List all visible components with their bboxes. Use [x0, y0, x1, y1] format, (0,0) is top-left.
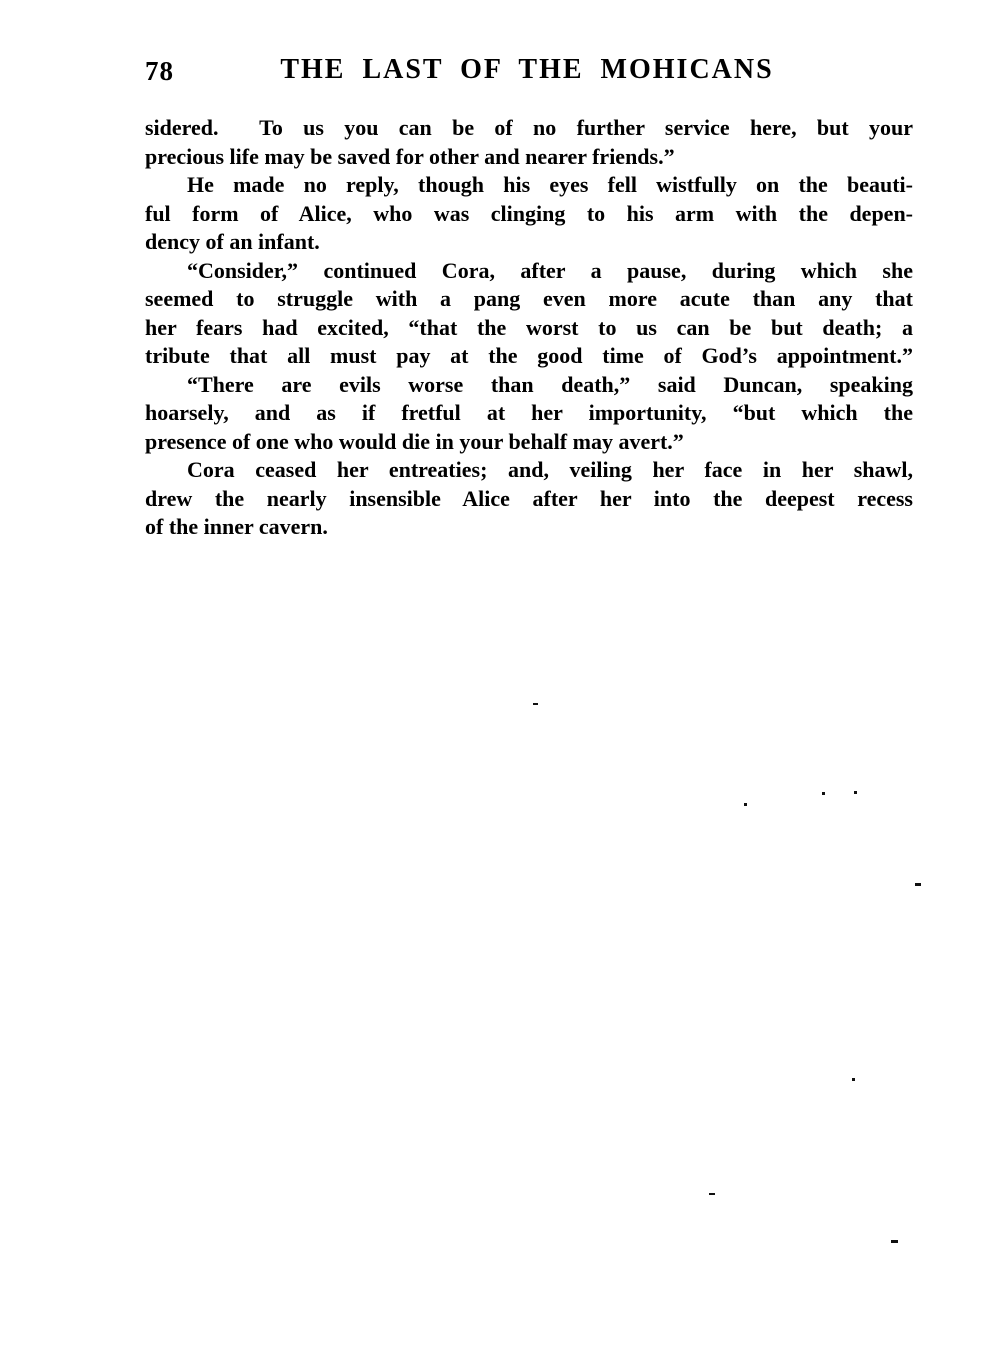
text-line: dency of an infant.	[145, 229, 320, 254]
text-line: of the inner cavern.	[145, 514, 328, 539]
paragraph	[145, 171, 913, 257]
paragraph	[145, 257, 913, 371]
page-header	[0, 54, 1000, 90]
text-line: hoarsely, and as if fretful at her importunity, “but which the	[145, 400, 913, 425]
scan-speck	[852, 1078, 855, 1081]
text-line: ful form of Alice, who was clinging to his arm with the depen-	[145, 200, 913, 226]
text-line: sidered. To us you can be of no further service here, but your	[145, 115, 913, 140]
scan-speck	[709, 1193, 715, 1195]
text-line: drew the nearly insensible Alice after her into the deepest recess	[145, 485, 913, 511]
text-line: presence of one who would die in your behalf may avert.”	[145, 428, 684, 454]
paragraph	[145, 456, 913, 542]
scan-speck	[854, 791, 857, 794]
scan-speck	[744, 803, 747, 806]
text-line: “Consider,” continued Cora, after a pause, during which she	[187, 257, 913, 283]
page-number: 78	[145, 56, 174, 86]
scan-speck	[822, 792, 825, 795]
running-title: THE LAST OF THE MOHICANS	[280, 54, 774, 85]
paragraph	[145, 371, 913, 457]
text-line: her fears had excited, “that the worst to us can be but death; a	[145, 314, 913, 340]
text-line: Cora ceased her entreaties; and, veiling her face in her shawl,	[187, 457, 913, 482]
paragraph	[145, 114, 913, 171]
text-line: tribute that all must pay at the good time of God’s appointment.”	[145, 343, 913, 368]
scan-speck	[533, 703, 538, 705]
page-body	[145, 114, 913, 542]
scan-speck	[915, 883, 921, 886]
text-line: seemed to struggle with a pang even more acute than any that	[145, 286, 913, 311]
text-line: precious life may be saved for other and nearer friends.”	[145, 143, 675, 169]
scan-speck	[891, 1240, 898, 1243]
text-line: He made no reply, though his eyes fell wistfully on the beauti-	[187, 172, 913, 197]
text-line: “There are evils worse than death,” said Duncan, speaking	[187, 371, 913, 397]
